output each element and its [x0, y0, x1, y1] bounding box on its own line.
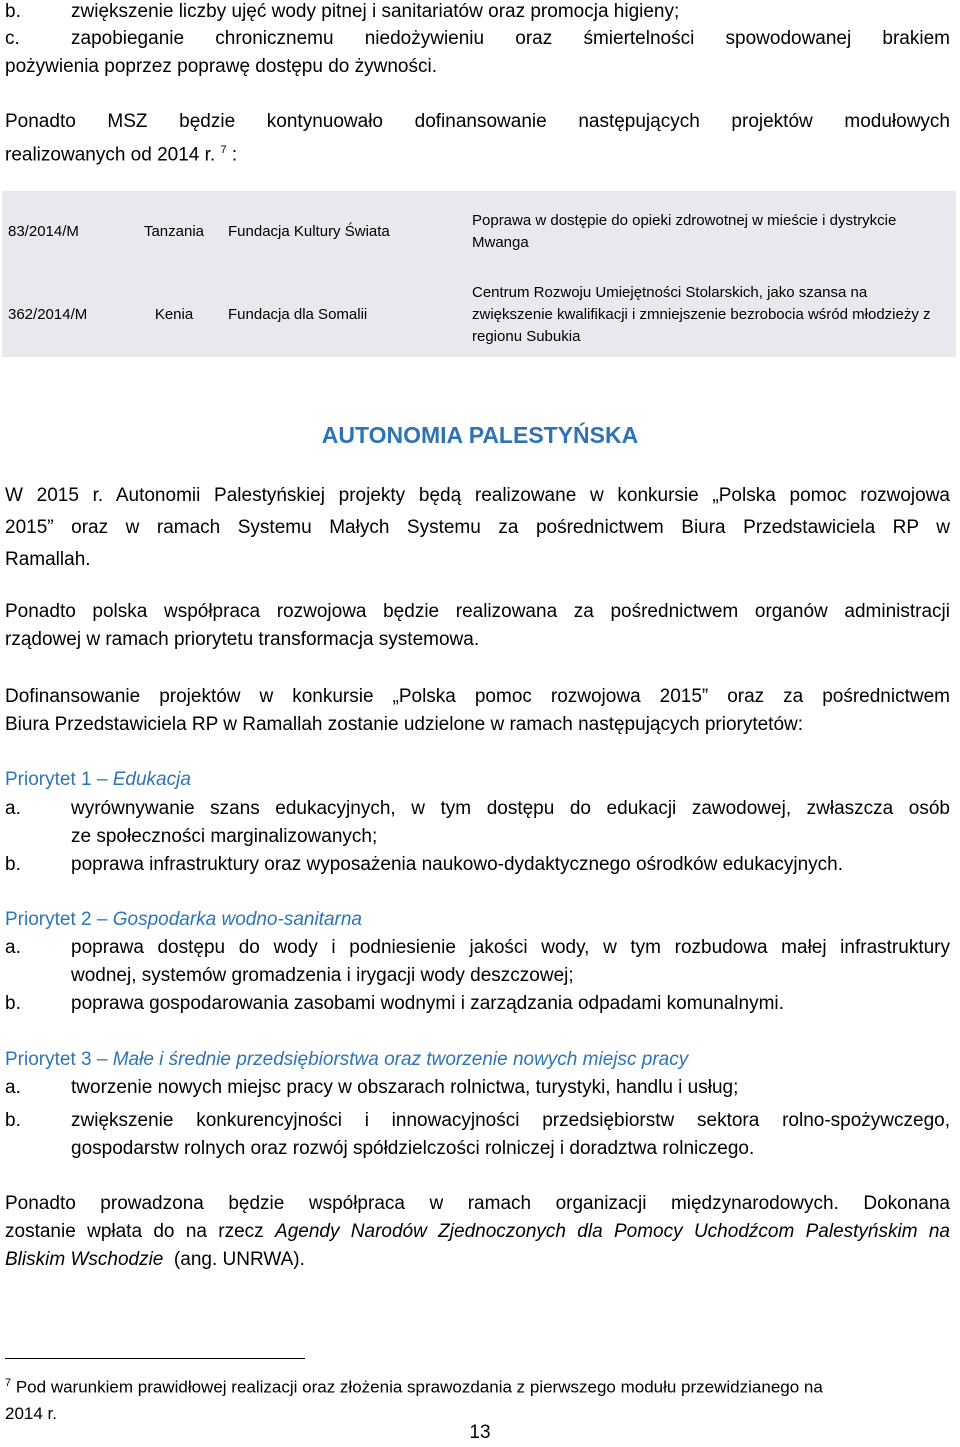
list-marker: a. — [5, 937, 21, 958]
list-marker: a. — [5, 798, 21, 819]
project-organization: Fundacja Kultury Świata — [228, 223, 390, 240]
intro-line — [5, 136, 237, 169]
footnote-number: 7 — [5, 1377, 12, 1389]
paragraph-line: Ponadto prowadzona będzie współpraca w ramach organizacji międzynarodowych. Dokonana — [5, 1193, 950, 1214]
intro-colon: : — [231, 144, 238, 166]
projects-table — [2, 191, 956, 357]
paragraph-line: Dofinansowanie projektów w konkursie „Polska pomoc rozwojowa 2015” oraz za pośrednictwem — [5, 686, 950, 707]
priority-name: Edukacja — [112, 769, 191, 790]
footnote-ref: 7 — [220, 144, 227, 156]
paragraph-line: 2015” oraz w ramach Systemu Małych Systemu za pośrednictwem Biura Przedstawiciela RP w — [5, 517, 950, 538]
project-country: Kenia — [154, 306, 194, 323]
list-item — [5, 1107, 950, 1135]
table-row — [2, 191, 956, 273]
list-item — [5, 934, 950, 962]
paragraph-text: zostanie wpłata do na rzecz — [5, 1221, 276, 1242]
list-text: poprawa dostępu do wody i podniesienie jakości wody, w tym rozbudowa małej infrastruktury — [71, 937, 950, 958]
list-text-continued: wodnej, systemów gromadzenia i irygacji wody deszczowej; — [71, 965, 574, 986]
list-text: wyrównywanie szans edukacyjnych, w tym dostępu do edukacji zawodowej, zwłaszcza osób — [71, 798, 950, 819]
project-title: Centrum Rozwoju Umiejętności Stolarskich, jako szansa na zwiększenie kwalifikacji i zmniejszenie bezrobocia wśród młodzieży z regionu Subukia — [472, 284, 931, 345]
priority-name: Małe i średnie przedsiębiorstwa oraz tworzenie nowych miejsc pracy — [112, 1049, 689, 1070]
intro-line: Ponadto MSZ będzie kontynuowało dofinansowanie następujących projektów modułowych — [5, 111, 950, 132]
priority-heading — [5, 766, 191, 794]
list-text: zwiększenie liczby ujęć wody pitnej i sanitariatów oraz promocja higieny; — [71, 1, 680, 22]
list-marker: a. — [5, 1077, 21, 1098]
project-title: Poprawa w dostępie do opieki zdrowotnej w mieście i dystrykcie Mwanga — [472, 212, 897, 251]
priority-label: Priorytet 2 — [5, 909, 92, 930]
intro-text: realizowanych od 2014 r. — [5, 144, 216, 166]
list-marker: b. — [5, 854, 21, 875]
project-id: 83/2014/M — [8, 223, 79, 240]
project-id: 362/2014/M — [8, 306, 88, 323]
footnote-text: 2014 r. — [5, 1403, 57, 1423]
table-row — [2, 273, 956, 357]
list-text-continued: pożywienia poprzez poprawę dostępu do żywności. — [5, 56, 437, 77]
paragraph-line: rządowej w ramach priorytetu transformacja systemowa. — [5, 629, 480, 650]
project-organization: Fundacja dla Somalii — [228, 306, 368, 323]
list-marker: b. — [5, 1, 21, 22]
paragraph-line: Biura Przedstawiciela RP w Ramallah zostanie udzielone w ramach następujących priorytetów: — [5, 714, 804, 735]
list-item — [5, 990, 950, 1018]
paragraph-line: Ponadto polska współpraca rozwojowa będzie realizowana za pośrednictwem organów administracji — [5, 601, 950, 622]
list-item — [5, 795, 950, 823]
priority-name: Gospodarka wodno-sanitarna — [112, 909, 362, 930]
paragraph-line — [5, 1218, 950, 1246]
priority-label: Priorytet 3 — [5, 1049, 92, 1070]
list-item — [5, 25, 950, 53]
page-number: 13 — [469, 1422, 491, 1443]
footnote-text: Pod warunkiem prawidłowej realizacji oraz złożenia sprawozdania z pierwszego modułu przewidzianego na — [11, 1377, 823, 1397]
priority-dash: – — [91, 1049, 113, 1070]
list-text: zapobieganie chronicznemu niedożywieniu oraz śmiertelności spowodowanej brakiem — [71, 28, 950, 49]
priority-heading — [5, 906, 362, 934]
footnote-separator — [5, 1358, 305, 1359]
list-text-continued: ze społeczności marginalizowanych; — [71, 826, 378, 847]
paragraph-text: (ang. UNRWA). — [163, 1249, 305, 1270]
priority-dash: – — [91, 909, 113, 930]
list-item — [5, 1074, 950, 1102]
list-item — [5, 851, 950, 879]
list-text-continued: gospodarstw rolnych oraz rozwój spółdzielczości rolniczej i doradztwa rolniczego. — [71, 1138, 755, 1159]
priority-label: Priorytet 1 — [5, 769, 92, 790]
list-text: poprawa gospodarowania zasobami wodnymi i zarządzania odpadami komunalnymi. — [71, 993, 784, 1014]
priority-heading — [5, 1046, 688, 1074]
list-text: zwiększenie konkurencyjności i innowacyjności przedsiębiorstw sektora rolno-spożywczego, — [71, 1110, 950, 1131]
paragraph-line: W 2015 r. Autonomii Palestyńskiej projekty będą realizowane w konkursie „Polska pomoc rozwojowa — [5, 485, 950, 506]
organization-name: Agendy Narodów Zjednoczonych dla Pomocy Uchodźcom Palestyńskim na — [275, 1221, 950, 1242]
project-country: Tanzania — [143, 223, 205, 240]
organization-name: Bliskim Wschodzie — [5, 1249, 164, 1270]
list-marker: b. — [5, 993, 21, 1014]
list-text: tworzenie nowych miejsc pracy w obszarach rolnictwa, turystyki, handlu i usług; — [71, 1077, 739, 1098]
list-item — [5, 0, 950, 26]
footnote — [5, 1370, 940, 1427]
paragraph-line — [5, 1246, 305, 1274]
list-text: poprawa infrastruktury oraz wyposażenia naukowo-dydaktycznego ośrodków edukacyjnych. — [71, 854, 844, 875]
section-title: AUTONOMIA PALESTYŃSKA — [321, 422, 639, 448]
list-marker: c. — [5, 28, 20, 49]
list-marker: b. — [5, 1110, 21, 1131]
paragraph-line: Ramallah. — [5, 549, 91, 570]
priority-dash: – — [91, 769, 113, 790]
